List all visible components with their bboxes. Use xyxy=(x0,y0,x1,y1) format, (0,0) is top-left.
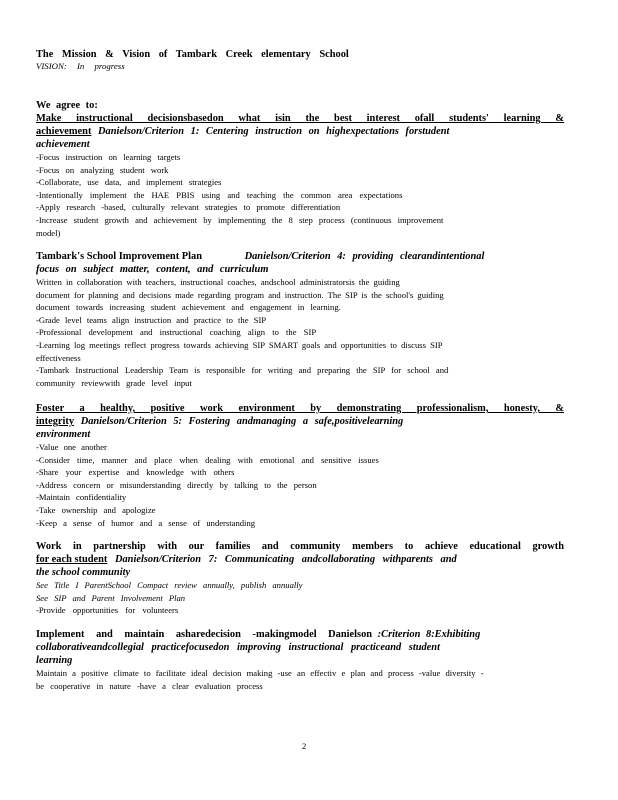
section-4-item: -Provide opportunities for volunteers xyxy=(36,605,179,616)
vision-status: VISION: In progress xyxy=(36,61,125,71)
section-3-item: -Share your expertise and knowledge with others xyxy=(36,467,235,478)
section-4-heading-lead: for each student xyxy=(36,554,108,565)
section-5-item: Maintain a positive climate to facilitate ideal decision making -use an effectiv e plan and process -value diversity - xyxy=(36,668,484,678)
section-3-item: -Address concern or misunderstanding directly by talking to the person xyxy=(36,479,317,490)
section-3-item: -Maintain confidentiality xyxy=(36,492,127,503)
agree-heading: We agree to: xyxy=(36,100,98,111)
section-4 xyxy=(36,540,564,617)
section-1-item: model) xyxy=(36,227,61,238)
section-2-item: document towards increasing student achievement and engagement in learning. xyxy=(36,302,341,313)
section-2 xyxy=(36,250,564,389)
section-2-heading-line-2: focus on subject matter, content, and curriculum xyxy=(36,264,269,275)
section-3-item: -Take ownership and apologize xyxy=(36,504,156,515)
section-5-heading-lead: Implement and maintain asharedecision -makingmodel Danielson xyxy=(36,629,373,640)
section-4-heading-line-1: Work in partnership with our families and community members to achieve educational growth xyxy=(36,541,564,552)
section-2-item: -Grade level teams align instruction and practice to the SIP xyxy=(36,314,267,325)
section-1-heading-line-1: Make instructional decisionsbasedon what isin the best interest ofall students' learning & xyxy=(36,113,564,124)
section-1 xyxy=(36,112,564,239)
section-3-heading-line-2 xyxy=(36,415,564,428)
section-3-criterion: Danielson/Criterion 5: Fostering andmanaging a safe,positivelearning xyxy=(74,416,404,427)
section-3 xyxy=(36,402,564,529)
agree-heading-block xyxy=(36,99,564,112)
document-title: The Mission & Vision of Tambark Creek elementary School xyxy=(36,49,349,60)
section-5-heading-line-1 xyxy=(36,628,564,641)
section-1-criterion: Danielson/Criterion 1: Centering instruction on highexpectations forstudent xyxy=(91,126,450,137)
section-5-criterion: :Criterion 8:Exhibiting xyxy=(372,629,481,640)
section-1-item: -Intentionally implement the HAE PBIS using and teaching the common area expectations xyxy=(36,189,403,200)
section-4-item: See Title I ParentSchool Compact review annually, publish annually xyxy=(36,580,303,590)
section-1-item: -Focus on analyzing student work xyxy=(36,164,169,175)
section-2-heading-line-1 xyxy=(36,250,564,263)
section-1-heading-line-2 xyxy=(36,125,564,138)
section-2-criterion: Danielson/Criterion 4: providing clearandintentional xyxy=(244,251,485,262)
page-number: 2 xyxy=(302,741,307,751)
section-3-item: -Keep a sense of humor and a sense of understanding xyxy=(36,517,256,528)
section-2-heading-lead: Tambark's School Improvement Plan xyxy=(36,251,202,262)
section-2-item: document for planning and decisions made regarding program and instruction. The SIP is the school's guiding xyxy=(36,289,444,300)
section-4-heading-line-2 xyxy=(36,553,564,566)
section-2-item: effectiveness xyxy=(36,352,81,363)
section-2-item: community reviewwith grade level input xyxy=(36,377,192,388)
section-3-item: -Value one another xyxy=(36,442,107,452)
section-2-item: -Learning log meetings reflect progress towards achieving SIP SMART goals and opportunities to discuss SIP xyxy=(36,339,443,350)
section-4-item: See SIP and Parent Involvement Plan xyxy=(36,592,186,603)
section-4-criterion: Danielson/Criterion 7: Communicating andcollaborating withparents and xyxy=(107,554,457,565)
section-3-heading-lead: integrity xyxy=(36,416,75,427)
section-1-item: -Increase student growth and achievement by implementing the 8 step process (continuous improvement xyxy=(36,214,444,225)
document-header xyxy=(36,48,564,72)
section-5-item: be cooperative in nature -have a clear evaluation process xyxy=(36,680,263,691)
section-3-item: -Consider time, manner and place when dealing with emotional and sensitive issues xyxy=(36,454,379,465)
section-2-item: -Professional development and instructional coaching align to the SIP xyxy=(36,327,317,338)
section-1-item: -Apply research -based, culturally relevant strategies to promote differentiation xyxy=(36,202,341,213)
section-2-item: Written in collaboration with teachers, instructional coaches, andschool administratorsis the guiding xyxy=(36,277,400,287)
section-3-heading-line-1: Foster a healthy, positive work environment by demonstrating professionalism, honesty, & xyxy=(36,403,564,414)
section-5 xyxy=(36,628,564,692)
section-2-item: -Tambark Instructional Leadership Team is responsible for writing and preparing the SIP for school and xyxy=(36,365,449,376)
section-1-heading-lead: achievement xyxy=(36,126,92,137)
section-4-heading-line-3: the school community xyxy=(36,567,131,578)
section-5-heading-line-2: collaborativeandcollegial practicefocusedon improving instructional practiceand student xyxy=(36,642,440,653)
section-1-heading-line-3: achievement xyxy=(36,139,90,150)
section-3-heading-line-3: environment xyxy=(36,429,91,440)
section-1-item: -Focus instruction on learning targets xyxy=(36,152,181,162)
section-5-heading-line-3: learning xyxy=(36,655,73,666)
section-1-item: -Collaborate, use data, and implement strategies xyxy=(36,177,222,188)
